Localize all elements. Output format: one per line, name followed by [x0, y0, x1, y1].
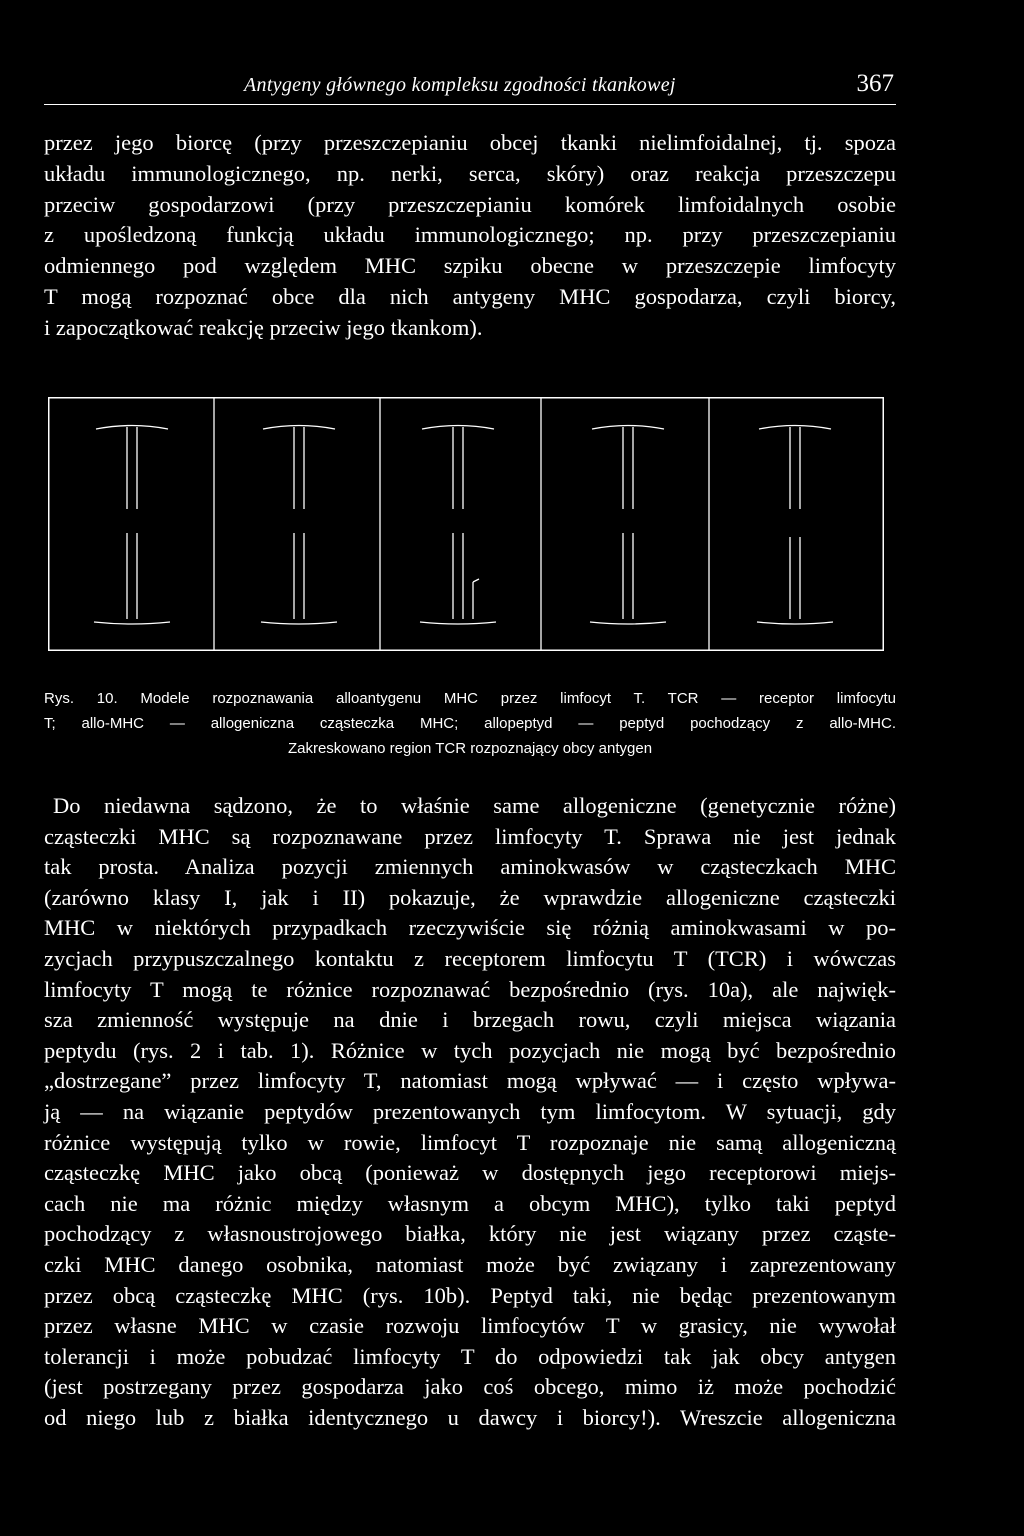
text-line: cach nie ma różnic między własnym a obcym MHC), tylko taki peptyd — [44, 1190, 896, 1216]
molecule-cap — [422, 426, 494, 430]
text-line: MHC w niektórych przypadkach rzeczywiście się różnią aminokwasami w po- — [44, 915, 896, 941]
text-line: limfocyty T mogą te różnice rozpoznawać bezpośrednio (rys. 10a), ale najwięk- — [44, 976, 896, 1002]
text-line: T mogą rozpoznać obce dla nich antygeny MHC gospodarza, czyli biorcy, — [44, 283, 896, 309]
caption-line: Zakreskowano region TCR rozpoznający obcy antygen — [287, 740, 653, 757]
running-header — [44, 70, 896, 105]
molecule-cap — [420, 622, 496, 624]
text-line: przez własne MHC w czasie rozwoju limfocytów T w grasicy, nie wywołał — [44, 1313, 896, 1339]
molecule-stroke — [473, 579, 479, 582]
text-line: odmiennego pod względem MHC szpiku obecne w przeszczepie limfocyty — [44, 253, 896, 279]
text-line: peptydu (rys. 2 i tab. 1). Różnice w tych pozycjach nie mogą być bezpośrednio — [44, 1037, 896, 1063]
molecule-cap — [263, 426, 335, 430]
text-line: (zarówno klasy I, jak i II) pokazuje, że wprawdzie allogeniczne cząsteczki — [44, 884, 896, 910]
text-line: tak prosta. Analiza pozycji zmiennych aminokwasów w cząsteczkach MHC — [44, 854, 896, 880]
page-number: 367 — [856, 70, 894, 97]
text-line: zycjach przypuszczalnego kontaktu z receptorem limfocytu T (TCR) i wówczas — [44, 945, 896, 971]
caption-line: Rys. 10. Modele rozpoznawania alloantygenu MHC przez limfocyt T. TCR — receptor limfocytu — [44, 690, 896, 707]
running-title: Antygeny głównego kompleksu zgodności tkankowej — [244, 74, 676, 96]
figure-caption — [44, 686, 896, 761]
text-line: „dostrzegane” przez limfocyty T, natomiast mogą wpływać — i często wpływa- — [44, 1068, 896, 1094]
text-line: cząsteczkę MHC jako obcą (ponieważ w dostępnych jego receptorowi miejs- — [44, 1160, 896, 1186]
text-line: (jest postrzegany przez gospodarza jako coś obcego, mimo iż może pochodzić — [44, 1374, 896, 1400]
text-line: cząsteczki MHC są rozpoznawane przez limfocyty T. Sprawa nie jest jednak — [44, 823, 896, 849]
text-line: czki MHC danego osobnika, natomiast może być związany i zaprezentowany — [44, 1251, 896, 1277]
text-line: przez obcą cząsteczkę MHC (rys. 10b). Peptyd taki, nie będąc prezentowanym — [44, 1282, 896, 1308]
text-line: przeciw gospodarzowi (przy przeszczepianiu komórek limfoidalnych osobie — [44, 191, 896, 217]
text-line: ją — na wiązanie peptydów prezentowanych tym limfocytom. W sytuacji, gdy — [44, 1098, 896, 1124]
molecule-cap — [759, 426, 831, 430]
text-line: tolerancji i może pobudzać limfocyty T do odpowiedzi tak jak obcy antygen — [44, 1343, 896, 1369]
paragraph-2 — [44, 791, 896, 1433]
text-line: przez jego biorcę (przy przeszczepianiu obcej tkanki nielimfoidalnej, tj. spoza — [44, 130, 896, 155]
text-line: różnice występują tylko w rowie, limfocyt T rozpoznaje nie samą allogeniczną — [44, 1129, 896, 1155]
molecule-cap — [96, 426, 168, 430]
text-line: Do niedawna sądzono, że to właśnie same allogeniczne (genetycznie różne) — [53, 793, 896, 818]
molecule-cap — [757, 622, 833, 624]
molecule-cap — [590, 622, 666, 624]
molecule-models — [94, 426, 833, 625]
molecule-cap — [592, 426, 664, 430]
text-line: sza zmienność występuje na dnie i brzegach rowu, czyli miejsca wiązania — [44, 1007, 896, 1033]
text-line: i zapoczątkować reakcję przeciw jego tkankom). — [44, 314, 483, 340]
text-line: układu immunologicznego, np. nerki, serca, skóry) oraz reakcja przeszczepu — [44, 160, 896, 186]
text-line: z upośledzoną funkcją układu immunologicznego; np. przy przeszczepianiu — [44, 222, 896, 248]
caption-line: T; allo-MHC — allogeniczna cząsteczka MHC; allopeptyd — peptyd pochodzący z allo-MHC. — [44, 715, 896, 732]
figure-10 — [48, 397, 884, 651]
molecule-cap — [94, 622, 170, 624]
figure-diagram — [48, 397, 884, 651]
molecule-cap — [261, 622, 337, 624]
paragraph-1 — [44, 128, 896, 344]
text-line: od niego lub z białka identycznego u dawcy i biorcy!). Wreszcie allogeniczna — [44, 1404, 896, 1430]
text-line: pochodzący z własnoustrojowego białka, który nie jest wiązany przez cząste- — [44, 1221, 896, 1247]
figure-frame — [49, 398, 884, 651]
